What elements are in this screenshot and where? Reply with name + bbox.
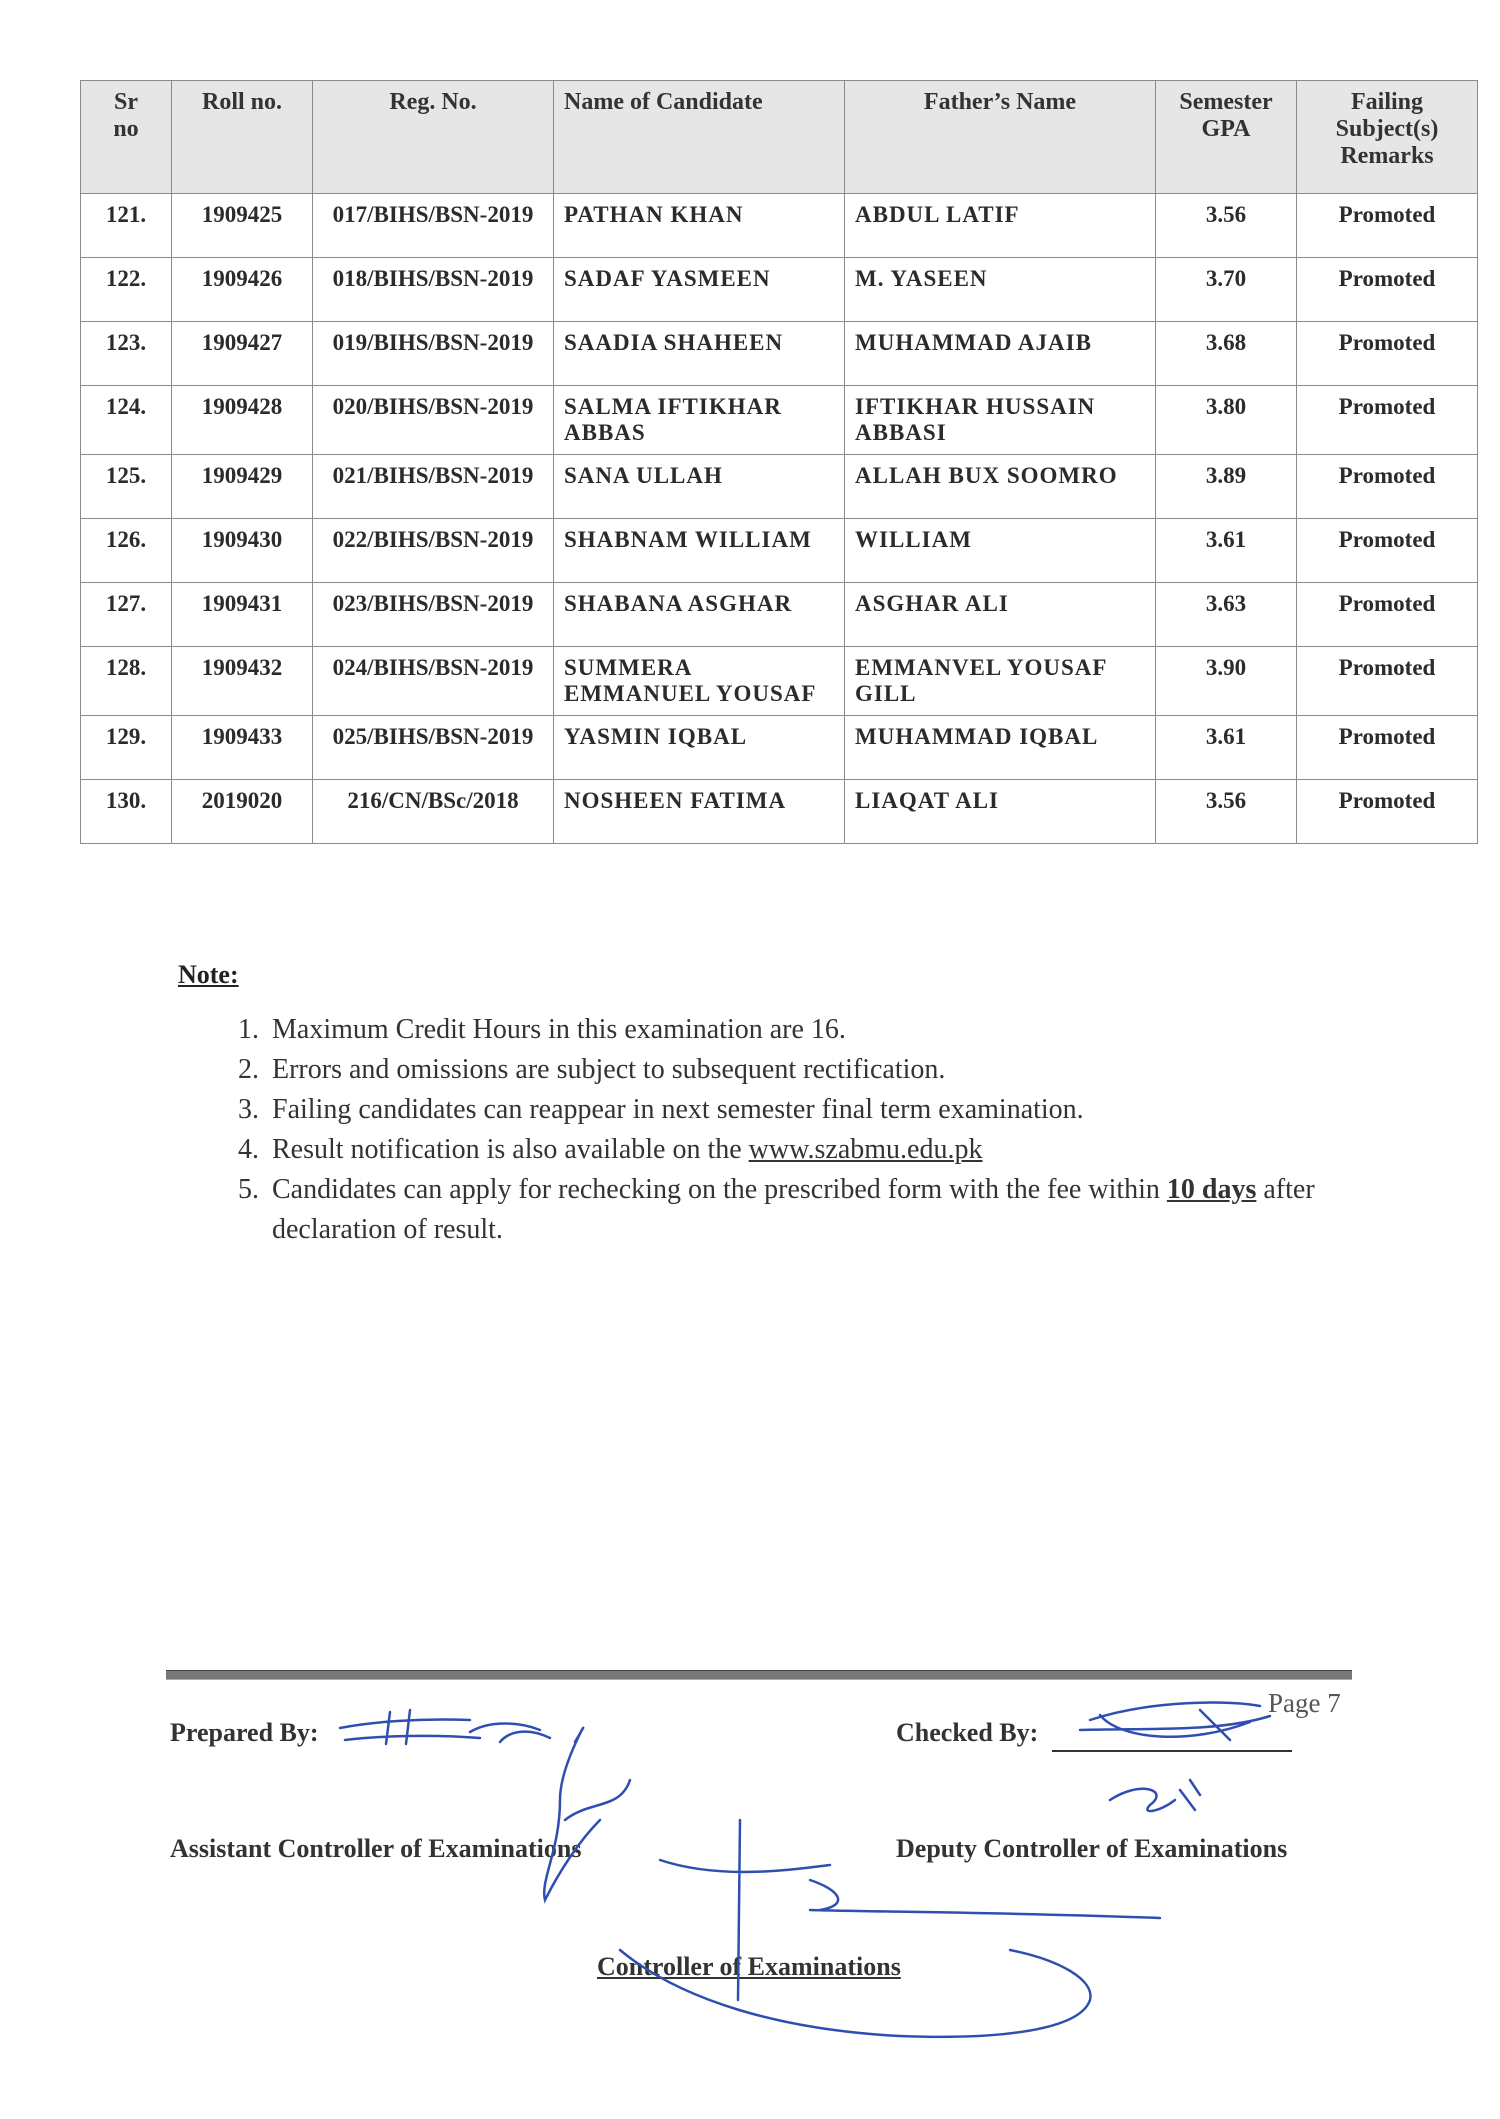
remark-cell: Promoted xyxy=(1297,780,1478,844)
gpa-cell: 3.70 xyxy=(1156,258,1297,322)
sr-cell: 121. xyxy=(81,194,172,258)
header-gpa xyxy=(1156,81,1297,194)
checked-by-label: Checked By: xyxy=(896,1718,1039,1747)
gpa-cell: 3.56 xyxy=(1156,780,1297,844)
roll-cell: 1909428 xyxy=(172,386,313,455)
reg-cell: 022/BIHS/BSN-2019 xyxy=(313,519,554,583)
father-cell: LIAQAT ALI xyxy=(845,780,1156,844)
father-cell: WILLIAM xyxy=(845,519,1156,583)
remark-cell: Promoted xyxy=(1297,519,1478,583)
roll-cell: 1909429 xyxy=(172,455,313,519)
reg-cell: 019/BIHS/BSN-2019 xyxy=(313,322,554,386)
note-item xyxy=(266,1090,1416,1130)
note-item xyxy=(266,1010,1416,1050)
note-item xyxy=(266,1130,1416,1170)
checked-signature xyxy=(1080,1703,1270,1740)
name-cell: SALMA IFTIKHAR ABBAS xyxy=(554,386,845,455)
gpa-cell: 3.80 xyxy=(1156,386,1297,455)
sr-cell: 128. xyxy=(81,647,172,716)
father-cell: ASGHAR ALI xyxy=(845,583,1156,647)
father-cell: ABDUL LATIF xyxy=(845,194,1156,258)
note-text: Candidates can apply for rechecking on the prescribed form with the fee within xyxy=(272,1174,1167,1205)
sr-cell: 123. xyxy=(81,322,172,386)
note-text: Failing candidates can reappear in next semester final term examination. xyxy=(272,1094,1084,1125)
table-row xyxy=(81,647,1478,716)
gpa-cell: 3.68 xyxy=(1156,322,1297,386)
table-body xyxy=(81,194,1478,844)
remark-cell: Promoted xyxy=(1297,322,1478,386)
gpa-cell: 3.61 xyxy=(1156,716,1297,780)
reg-cell: 024/BIHS/BSN-2019 xyxy=(313,647,554,716)
name-cell: PATHAN KHAN xyxy=(554,194,845,258)
checked-by-line xyxy=(1052,1750,1292,1752)
gpa-cell: 3.90 xyxy=(1156,647,1297,716)
remark-cell: Promoted xyxy=(1297,455,1478,519)
website-link[interactable]: www.szabmu.edu.pk xyxy=(748,1134,983,1165)
header-remarks-line3: Remarks xyxy=(1340,143,1434,169)
header-name: Name of Candidate xyxy=(554,81,845,194)
reg-cell: 020/BIHS/BSN-2019 xyxy=(313,386,554,455)
roll-cell: 1909432 xyxy=(172,647,313,716)
note-item xyxy=(266,1170,1416,1250)
sr-cell: 129. xyxy=(81,716,172,780)
roll-cell: 1909425 xyxy=(172,194,313,258)
header-sr xyxy=(81,81,172,194)
note-text: Result notification is also available on the xyxy=(272,1134,749,1165)
deputy-signature xyxy=(1110,1780,1200,1811)
roll-cell: 1909426 xyxy=(172,258,313,322)
prepared-signature xyxy=(340,1710,550,1744)
name-cell: NOSHEEN FATIMA xyxy=(554,780,845,844)
results-table xyxy=(80,80,1478,844)
table-row xyxy=(81,322,1478,386)
father-cell: ALLAH BUX SOOMRO xyxy=(845,455,1156,519)
days-emphasis: 10 days xyxy=(1166,1174,1257,1205)
sr-cell: 125. xyxy=(81,455,172,519)
roll-cell: 2019020 xyxy=(172,780,313,844)
name-cell: SUMMERA EMMANUEL YOUSAF xyxy=(554,647,845,716)
roll-cell: 1909427 xyxy=(172,322,313,386)
gpa-cell: 3.89 xyxy=(1156,455,1297,519)
notes-list xyxy=(222,1010,1416,1250)
name-cell: SADAF YASMEEN xyxy=(554,258,845,322)
reg-cell: 025/BIHS/BSN-2019 xyxy=(313,716,554,780)
remark-cell: Promoted xyxy=(1297,258,1478,322)
note-text: Maximum Credit Hours in this examination are 16. xyxy=(272,1014,846,1045)
header-remarks xyxy=(1297,81,1478,194)
table-row xyxy=(81,258,1478,322)
roll-cell: 1909431 xyxy=(172,583,313,647)
table-row xyxy=(81,386,1478,455)
roll-cell: 1909430 xyxy=(172,519,313,583)
father-cell: EMMANVEL YOUSAF GILL xyxy=(845,647,1156,716)
note-text: after declaration of result. xyxy=(272,1174,1315,1245)
name-cell: SANA ULLAH xyxy=(554,455,845,519)
page-number: Page 7 xyxy=(1268,1688,1341,1718)
table-row xyxy=(81,780,1478,844)
header-reg: Reg. No. xyxy=(313,81,554,194)
name-cell: YASMIN IQBAL xyxy=(554,716,845,780)
sr-cell: 126. xyxy=(81,519,172,583)
father-cell: MUHAMMAD IQBAL xyxy=(845,716,1156,780)
remark-cell: Promoted xyxy=(1297,647,1478,716)
reg-cell: 021/BIHS/BSN-2019 xyxy=(313,455,554,519)
table-header-row xyxy=(81,81,1478,194)
table-row xyxy=(81,716,1478,780)
reg-cell: 018/BIHS/BSN-2019 xyxy=(313,258,554,322)
name-cell: SHABNAM WILLIAM xyxy=(554,519,845,583)
name-cell: SAADIA SHAHEEN xyxy=(554,322,845,386)
remark-cell: Promoted xyxy=(1297,386,1478,455)
remark-cell: Promoted xyxy=(1297,716,1478,780)
table-row xyxy=(81,194,1478,258)
remark-cell: Promoted xyxy=(1297,194,1478,258)
reg-cell: 023/BIHS/BSN-2019 xyxy=(313,583,554,647)
header-gpa-line2: GPA xyxy=(1201,116,1251,142)
table-row xyxy=(81,455,1478,519)
sr-cell: 130. xyxy=(81,780,172,844)
header-sr-line1: Sr xyxy=(114,89,138,115)
header-gpa-line1: Semester xyxy=(1179,89,1273,115)
father-cell: M. YASEEN xyxy=(845,258,1156,322)
prepared-by-label: Prepared By: xyxy=(170,1718,319,1747)
note-title: Note: xyxy=(178,960,239,989)
gpa-cell: 3.61 xyxy=(1156,519,1297,583)
table-row xyxy=(81,583,1478,647)
header-father: Father’s Name xyxy=(845,81,1156,194)
father-cell: MUHAMMAD AJAIB xyxy=(845,322,1156,386)
reg-cell: 017/BIHS/BSN-2019 xyxy=(313,194,554,258)
reg-cell: 216/CN/BSc/2018 xyxy=(313,780,554,844)
roll-cell: 1909433 xyxy=(172,716,313,780)
sr-cell: 124. xyxy=(81,386,172,455)
note-item xyxy=(266,1050,1416,1090)
assistant-controller-title: Assistant Controller of Examinations xyxy=(170,1834,582,1863)
header-sr-line2: no xyxy=(113,116,139,142)
assistant-signature xyxy=(544,1728,630,1900)
header-remarks-line2: Subject(s) xyxy=(1335,116,1439,142)
note-text: Errors and omissions are subject to subsequent rectification. xyxy=(272,1054,946,1085)
deputy-controller-title: Deputy Controller of Examinations xyxy=(896,1834,1288,1863)
name-cell: SHABANA ASGHAR xyxy=(554,583,845,647)
gpa-cell: 3.56 xyxy=(1156,194,1297,258)
sr-cell: 127. xyxy=(81,583,172,647)
controller-title: Controller of Examinations xyxy=(597,1952,901,1981)
gpa-cell: 3.63 xyxy=(1156,583,1297,647)
table-row xyxy=(81,519,1478,583)
remark-cell: Promoted xyxy=(1297,583,1478,647)
header-roll: Roll no. xyxy=(172,81,313,194)
father-cell: IFTIKHAR HUSSAIN ABBASI xyxy=(845,386,1156,455)
header-remarks-line1: Failing xyxy=(1350,89,1423,115)
footer-divider xyxy=(166,1670,1352,1680)
sr-cell: 122. xyxy=(81,258,172,322)
